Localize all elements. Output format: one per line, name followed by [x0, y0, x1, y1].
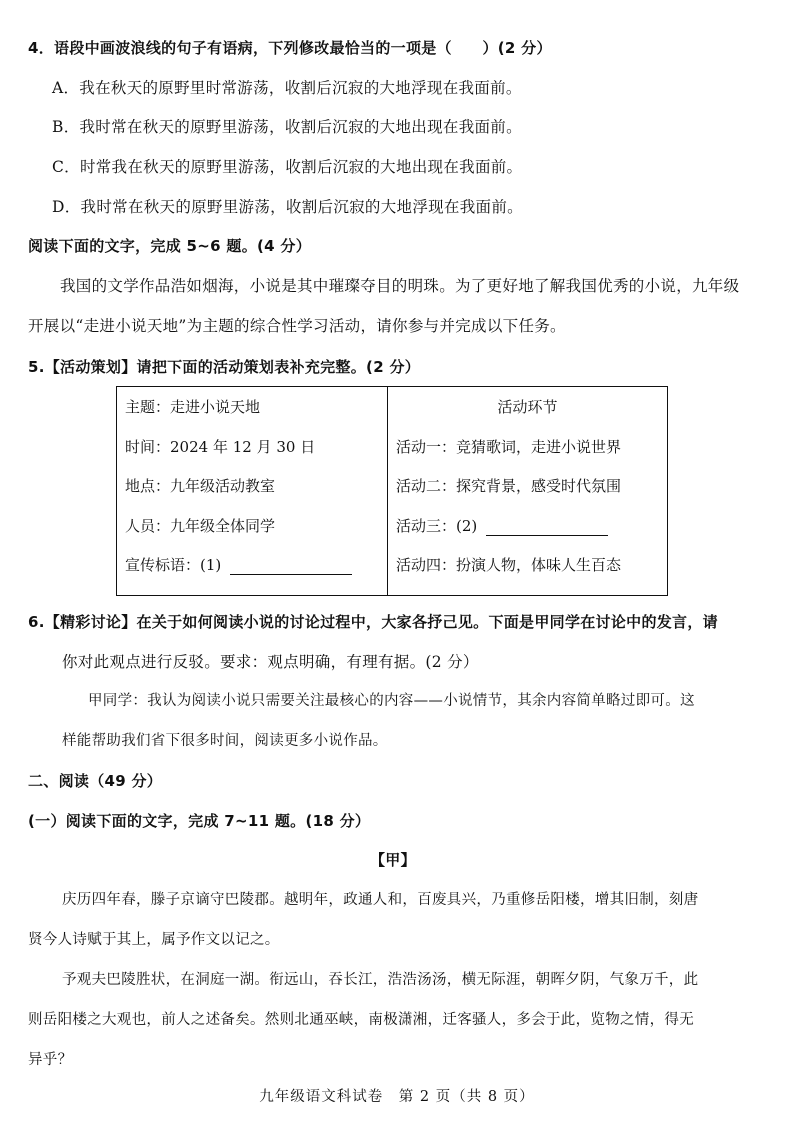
plan-slogan-label: 宣传标语：(1)	[125, 556, 222, 574]
q4-option-b: B．我时常在秋天的原野里游荡，收割后沉寂的大地出现在我面前。	[52, 118, 522, 136]
passage-p2-line3: 异乎？	[28, 1052, 73, 1068]
plan-place: 地点：九年级活动教室	[125, 477, 276, 495]
q4-option-c: C．时常我在秋天的原野里游荡，收割后沉寂的大地出现在我面前。	[52, 158, 523, 176]
read56-paragraph-line2: 开展以“走进小说天地”为主题的综合性学习活动，请你参与并完成以下任务。	[28, 317, 566, 335]
passage-p2-line1: 予观夫巴陵胜状，在洞庭一湖。衔远山，吞长江，浩浩汤汤，横无际涯，朝晖夕阴，气象万千，此	[62, 972, 699, 988]
passage-p2-line2: 则岳阳楼之大观也，前人之述备矣。然则北通巫峡，南极潇湘，迁客骚人，多会于此，览物之情，得无	[28, 1012, 694, 1028]
q6-quote-line2: 样能帮助我们省下很多时间，阅读更多小说作品。	[62, 733, 388, 749]
passage-p1-line2: 贤今人诗赋于其上，属予作文以记之。	[28, 932, 280, 948]
read56-paragraph-line1: 我国的文学作品浩如烟海，小说是其中璀璨夺目的明珠。为了更好地了解我国优秀的小说，九年级	[60, 277, 740, 295]
q6-quote-line1: 甲同学：我认为阅读小说只需要关注最核心的内容——小说情节，其余内容简单略过即可。这	[88, 693, 695, 709]
plan-activities-header: 活动环节	[497, 398, 558, 416]
slogan-answer-blank[interactable]	[230, 558, 352, 575]
q4-option-d: D．我时常在秋天的原野里游荡，收割后沉寂的大地浮现在我面前。	[52, 198, 523, 216]
read56-heading: 阅读下面的文字，完成 5~6 题。(4 分）	[28, 237, 312, 255]
plan-activity-4: 活动四：扮演人物，体味人生百态	[396, 556, 622, 574]
section2-subheading: (一）阅读下面的文字，完成 7~11 题。(18 分）	[28, 812, 371, 830]
activity-3-answer-blank[interactable]	[486, 519, 608, 536]
plan-left-column	[117, 387, 388, 596]
plan-activity-3-label: 活动三：(2)	[396, 516, 478, 535]
passage-jia-label: 【甲】	[370, 851, 416, 869]
q6-stem-line1: 6.【精彩讨论】在关于如何阅读小说的讨论过程中，大家各抒己见。下面是甲同学在讨论中的发言，请	[28, 613, 718, 631]
q6-stem-line2: 你对此观点进行反驳。要求：观点明确，有理有据。(2 分）	[62, 653, 479, 671]
plan-theme: 主题：走进小说天地	[125, 398, 261, 416]
plan-activity-2: 活动二：探究背景，感受时代氛围	[396, 477, 622, 495]
activity-plan-table	[116, 386, 668, 596]
page-footer: 九年级语文科试卷 第 2 页（共 8 页）	[259, 1089, 535, 1105]
q4-stem: 4．语段中画波浪线的句子有语病，下列修改最恰当的一项是（ ）(2 分）	[28, 39, 552, 57]
q4-option-a: A．我在秋天的原野里时常游荡，收割后沉寂的大地浮现在我面前。	[52, 79, 522, 97]
plan-slogan-row	[125, 555, 387, 595]
plan-activity-3-row	[396, 516, 667, 556]
plan-people: 人员：九年级全体同学	[125, 516, 276, 535]
q5-stem: 5.【活动策划】请把下面的活动策划表补充完整。(2 分）	[28, 358, 421, 376]
section2-title: 二、阅读（49 分）	[28, 772, 163, 790]
plan-time: 时间：2024 年 12 月 30 日	[125, 437, 316, 456]
plan-activity-1: 活动一：竞猜歌词，走进小说世界	[396, 437, 622, 456]
plan-right-column	[388, 387, 668, 596]
passage-p1-line1: 庆历四年春，滕子京谪守巴陵郡。越明年，政通人和，百废具兴，乃重修岳阳楼，增其旧制，刻唐	[62, 892, 699, 908]
